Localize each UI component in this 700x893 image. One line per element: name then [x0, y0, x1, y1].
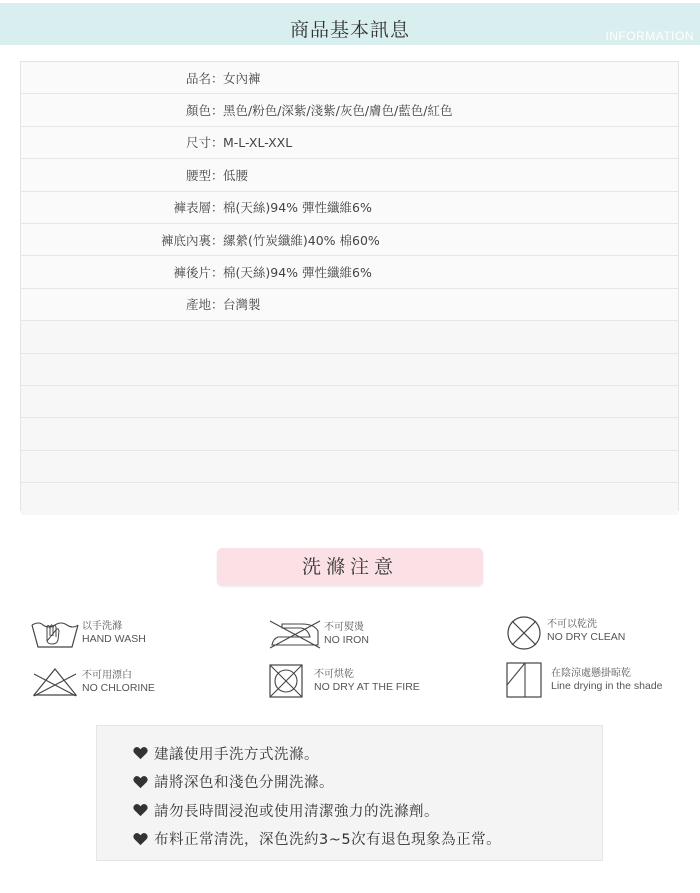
- heart-icon: [133, 803, 148, 817]
- info-label: 尺寸: [185, 135, 211, 151]
- info-label: 品名: [185, 70, 211, 86]
- tip-item: [97, 739, 602, 768]
- info-label: 褲表層: [173, 200, 211, 216]
- no-iron-icon: [268, 619, 322, 649]
- info-separator: ：: [211, 135, 224, 151]
- info-value: M-L-XL-XXL: [223, 134, 293, 150]
- info-label: 腰型: [185, 167, 211, 183]
- info-value: 棉(天絲)94% 彈性纖維6%: [223, 200, 372, 216]
- care-label-en: NO DRY CLEAN: [547, 631, 626, 643]
- care-label-zh: 不可烘乾: [314, 669, 354, 680]
- care-item-hand-wash: [30, 617, 146, 649]
- heart-icon: [133, 746, 148, 760]
- empty-row: [21, 386, 678, 418]
- care-label-en: NO IRON: [324, 634, 369, 646]
- info-row: [21, 192, 678, 224]
- care-item-no-tumble-dry: [268, 663, 420, 699]
- info-separator: ：: [211, 200, 224, 216]
- empty-row: [21, 483, 678, 515]
- info-row: [21, 127, 678, 159]
- product-info-table: [20, 61, 679, 511]
- tip-item: [97, 768, 602, 797]
- empty-row: [21, 321, 678, 353]
- info-value: 黑色/粉色/深紫/淺紫/灰色/膚色/藍色/紅色: [223, 103, 453, 119]
- info-separator: ：: [211, 265, 224, 281]
- care-label-zh: 以手洗滌: [82, 621, 122, 632]
- info-label: 顏色: [185, 103, 211, 119]
- tip-text: 布料正常清洗，深色洗約3~5次有退色現象為正常。: [154, 832, 502, 849]
- info-separator: ：: [211, 297, 224, 313]
- heart-icon: [133, 775, 148, 789]
- info-row: [21, 159, 678, 191]
- info-label: 產地: [185, 297, 211, 313]
- info-separator: ：: [211, 232, 224, 248]
- info-value: 台灣製: [223, 297, 261, 313]
- header-bar: [0, 3, 700, 45]
- tip-text: 建議使用手洗方式洗滌。: [154, 746, 319, 763]
- care-label-en: NO DRY AT THE FIRE: [314, 681, 420, 693]
- tip-item: [97, 796, 602, 825]
- info-row: [21, 62, 678, 94]
- info-value: 低腰: [223, 167, 249, 183]
- page-subtitle: INFORMATION: [605, 29, 694, 43]
- info-label: 褲後片: [173, 265, 211, 281]
- care-tips-box: [96, 725, 603, 861]
- care-label-zh: 不可用漂白: [82, 670, 132, 681]
- no-tumble-dry-icon: [268, 663, 310, 699]
- info-row: [21, 256, 678, 288]
- no-dry-clean-icon: [505, 615, 545, 651]
- care-label-en: HAND WASH: [82, 633, 146, 645]
- info-row: [21, 224, 678, 256]
- care-label-zh: 不可以乾洗: [547, 619, 597, 630]
- care-label-zh: 在陰涼處懸掛晾乾: [551, 668, 631, 679]
- tip-text: 請勿長時間浸泡或使用清潔強力的洗滌劑。: [154, 803, 439, 820]
- tip-item: [97, 825, 602, 854]
- tip-text: 請將深色和淺色分開洗滌。: [154, 775, 334, 792]
- care-title-banner: 洗滌注意: [217, 548, 483, 586]
- care-item-no-iron: [268, 619, 369, 649]
- care-label-zh: 不可熨燙: [324, 622, 364, 633]
- line-dry-shade-icon: [505, 661, 549, 699]
- info-value: 棉(天絲)94% 彈性纖維6%: [223, 265, 372, 281]
- info-value: 女內褲: [223, 70, 261, 86]
- info-label: 褲底內裏: [160, 232, 211, 248]
- care-item-no-dry-clean: [505, 615, 625, 651]
- info-value: 縲縈(竹炭纖維)40% 棉60%: [223, 232, 380, 248]
- no-bleach-icon: [30, 666, 80, 698]
- care-label-en: Line drying in the shade: [551, 680, 663, 692]
- empty-row: [21, 418, 678, 450]
- info-separator: ：: [211, 103, 224, 119]
- info-separator: ：: [211, 167, 224, 183]
- care-item-no-bleach: [30, 666, 155, 698]
- heart-icon: [133, 832, 148, 846]
- empty-row: [21, 451, 678, 483]
- info-row: [21, 289, 678, 321]
- care-label-en: NO CHLORINE: [82, 682, 155, 694]
- info-separator: ：: [211, 70, 224, 86]
- page-title: 商品基本訊息: [289, 19, 410, 41]
- empty-row: [21, 354, 678, 386]
- care-item-line-dry-shade: [505, 661, 663, 699]
- info-row: [21, 94, 678, 126]
- hand-wash-icon: [30, 617, 80, 649]
